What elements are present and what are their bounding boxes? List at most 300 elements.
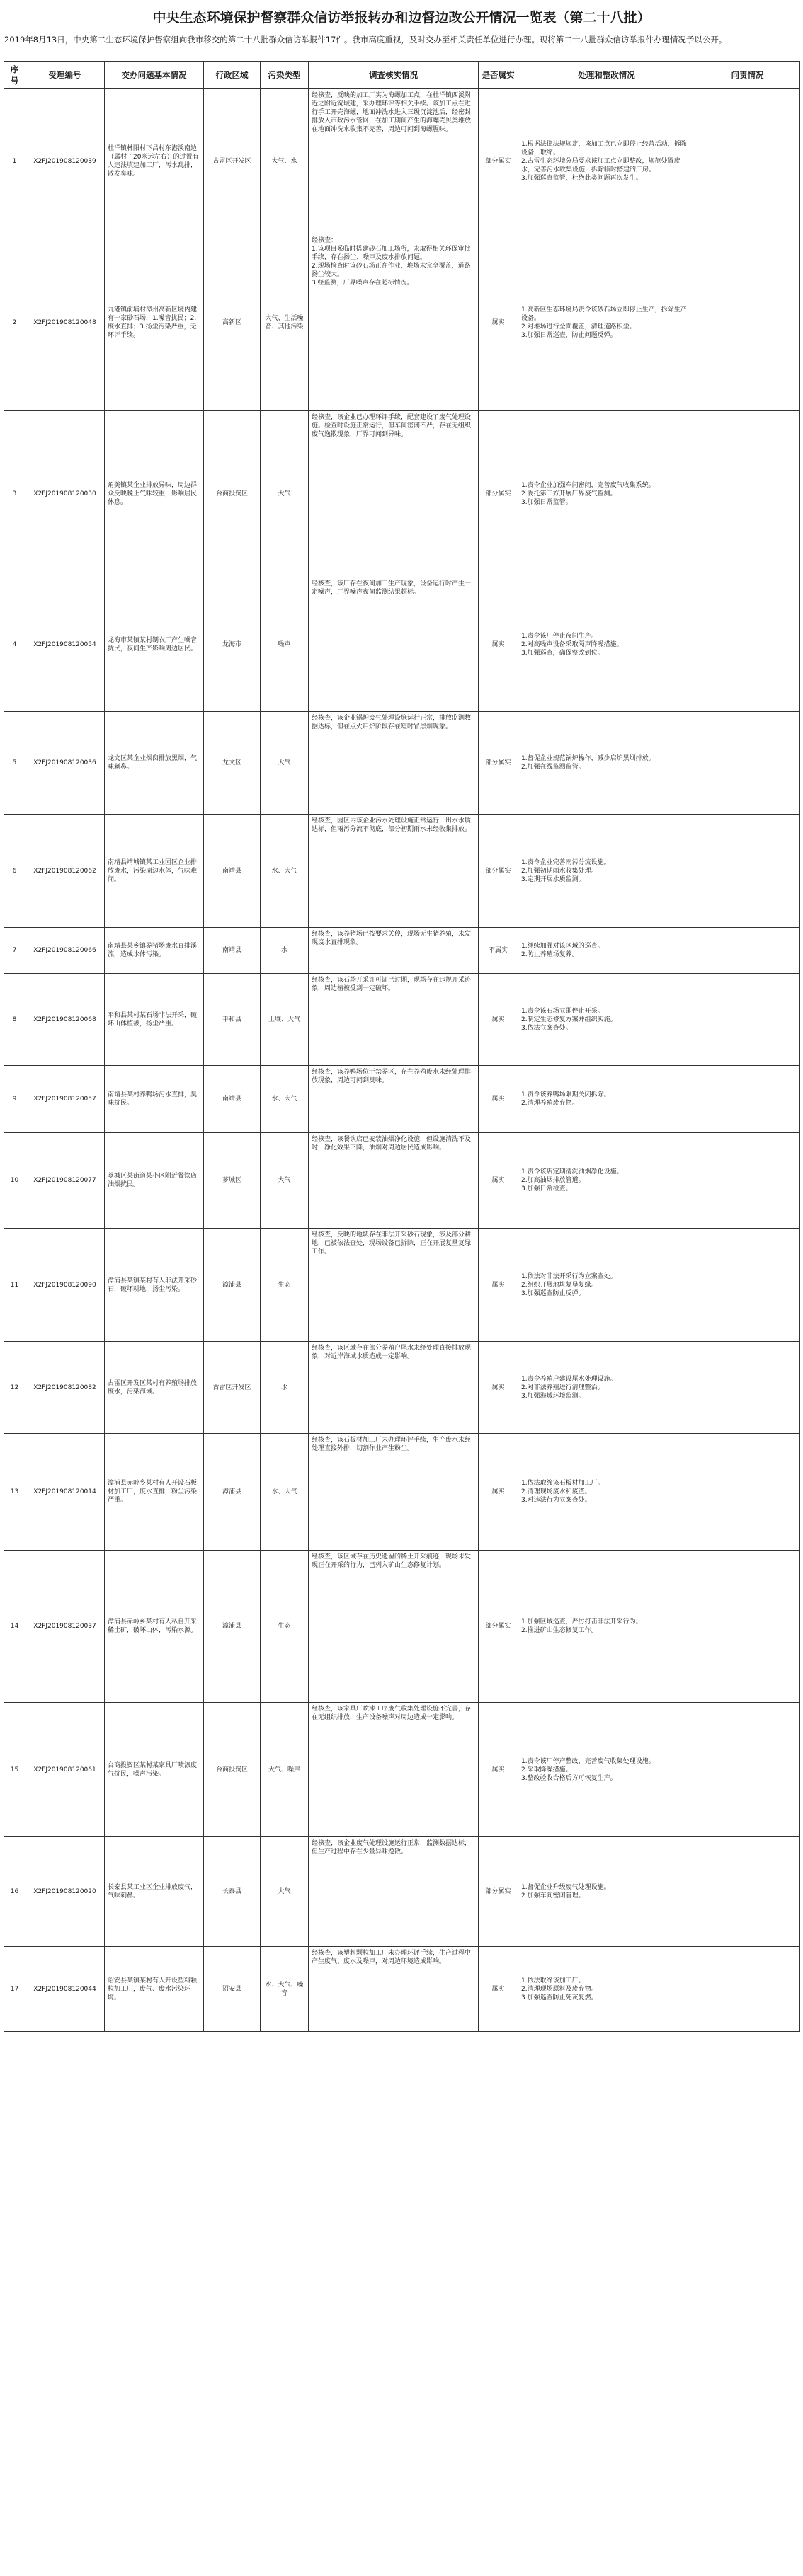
cell-region-text: 诏安县	[222, 1985, 241, 1993]
cell-no	[4, 1837, 25, 1947]
cell-handling-text: 1.责令该厂停产整改，完善废气收集处理设施。 2.采取降噪措施。 3.整改验收合格后方可恢复生产。	[521, 1757, 655, 1782]
cell-region-text: 龙文区	[222, 759, 241, 766]
cell-issue-text: 南靖县靖城镇某工业园区企业排放废水，污染周边水体，气味难闻。	[108, 858, 198, 883]
cell-verified-text: 部分属实	[485, 490, 511, 498]
cell-region-text: 漳浦县	[222, 1488, 241, 1495]
cell-no-text: 16	[10, 1888, 19, 1895]
cell-finding-text: 经核查： 1.该项目系临时搭建砂石加工场所，未取得相关环保审批手续，存在扬尘、噪声及废水排放问题。 2.现场检查时该砂石场正在作业，堆场未完全覆盖，道路扬尘较大。 3.经监测，厂界噪声存在超标情况。	[312, 237, 471, 287]
cell-type	[261, 974, 309, 1066]
col-header-id: 受理编号	[25, 62, 105, 89]
cell-region	[204, 1066, 261, 1133]
cell-region-text: 长泰县	[222, 1888, 241, 1895]
cell-verified-text: 属实	[491, 1488, 505, 1495]
cell-finding	[309, 1066, 479, 1133]
cell-id-text: X2FJ201908120068	[33, 1016, 96, 1023]
cell-no	[4, 234, 25, 411]
cell-finding-text: 经核查，该企业锅炉废气处理设施运行正常，排放监测数据达标，但在点火启炉阶段存在短时冒黑烟现象。	[312, 715, 472, 730]
cell-finding	[309, 1837, 479, 1947]
table-row	[4, 974, 800, 1066]
cell-finding-text: 经核查，该石场开采许可证已过期，现场存在违规开采迹象，周边植被受到一定破坏。	[312, 977, 472, 992]
cell-no-text: 1	[12, 158, 17, 165]
table-row	[4, 1703, 800, 1837]
cell-verified	[479, 234, 518, 411]
cell-accountability	[695, 1066, 800, 1133]
cell-finding	[309, 577, 479, 712]
cell-issue	[105, 1342, 204, 1434]
cell-finding	[309, 1947, 479, 2032]
cell-handling	[518, 1837, 695, 1947]
cell-accountability	[695, 1133, 800, 1229]
cell-no-text: 15	[10, 1766, 19, 1773]
cell-verified-text: 属实	[491, 1096, 505, 1103]
cell-issue	[105, 234, 204, 411]
table-row	[4, 712, 800, 815]
cell-id	[25, 815, 105, 928]
cell-issue-text: 杜洋镇林阳村下吕村东港溪南边（属村子20米远左右）的过置有人违法填建加工厂，污水乱排，散发臭味。	[108, 145, 199, 178]
cell-verified	[479, 1947, 518, 2032]
cell-verified	[479, 1703, 518, 1837]
cell-verified-text: 部分属实	[485, 759, 511, 766]
cell-finding	[309, 928, 479, 974]
cell-type	[261, 1434, 309, 1551]
cell-issue	[105, 1703, 204, 1837]
cell-type-text: 生态	[278, 1623, 291, 1630]
cell-handling	[518, 1133, 695, 1229]
table-row	[4, 89, 800, 234]
cell-issue	[105, 1133, 204, 1229]
cell-region-text: 南靖县	[222, 1096, 241, 1103]
cell-handling-text: 1.责令该养鸭场限期关闭拆除。 2.清理养殖废弃物。	[521, 1091, 610, 1107]
cell-no-text: 5	[12, 759, 17, 766]
cell-issue-text: 漳浦县赤岭乡某村有人开设石板材加工厂，废水直排，粉尘污染严重。	[108, 1480, 198, 1504]
table-row	[4, 928, 800, 974]
cell-handling	[518, 1551, 695, 1703]
cell-type	[261, 1342, 309, 1434]
cell-id-text: X2FJ201908120090	[33, 1281, 96, 1289]
cell-finding	[309, 1703, 479, 1837]
cell-no	[4, 1947, 25, 2032]
cell-region	[204, 1133, 261, 1229]
cell-no	[4, 815, 25, 928]
cell-type	[261, 577, 309, 712]
cell-finding-text: 经核查，该厂存在夜间加工生产现象，设备运行时产生一定噪声，厂界噪声夜间监测结果超标。	[312, 580, 472, 596]
cell-issue	[105, 974, 204, 1066]
cell-accountability	[695, 815, 800, 928]
cell-handling-text: 1.依法取缔该石板材加工厂。 2.清理现场废水和废渣。 3.对违法行为立案查处。	[521, 1480, 604, 1504]
cell-region-text: 台商投资区	[215, 1766, 248, 1773]
cell-type	[261, 1133, 309, 1229]
cell-issue-text: 诏安县某镇某村有人开设塑料颗粒加工厂，废气、废水污染环境。	[108, 1977, 198, 2001]
cell-region-text: 漳浦县	[222, 1623, 241, 1630]
cell-finding	[309, 712, 479, 815]
cell-issue	[105, 1837, 204, 1947]
cell-no-text: 6	[12, 867, 17, 875]
cell-no-text: 14	[10, 1623, 19, 1630]
cell-id-text: X2FJ201908120014	[33, 1488, 96, 1495]
cell-type-text: 大气、生活噪音、其他污染	[265, 314, 304, 330]
cell-type-text: 土壤、大气	[268, 1016, 300, 1023]
cell-issue-text: 古雷区开发区某村有养殖场排放废水，污染海域。	[108, 1379, 198, 1396]
cell-type-text: 水、大气	[271, 1488, 297, 1495]
cell-no	[4, 1551, 25, 1703]
cell-type-text: 大气、水	[271, 158, 297, 165]
col-header-no: 序号	[4, 62, 25, 89]
cell-finding	[309, 1133, 479, 1229]
cell-accountability	[695, 974, 800, 1066]
cell-id	[25, 1551, 105, 1703]
cell-finding-text: 经核查，该养鸭场位于禁养区，存在养殖废水未经处理排放现象，周边可闻到臭味。	[312, 1069, 472, 1084]
table-row	[4, 411, 800, 577]
cell-issue	[105, 712, 204, 815]
cell-issue-text: 漳浦县某镇某村有人非法开采砂石，破坏耕地，扬尘污染。	[108, 1277, 198, 1293]
cell-region-text: 漳浦县	[222, 1281, 241, 1289]
cell-no	[4, 928, 25, 974]
cell-no	[4, 1066, 25, 1133]
cell-no	[4, 1133, 25, 1229]
cell-issue	[105, 1551, 204, 1703]
cell-region	[204, 234, 261, 411]
cell-finding-text: 经核查，该餐饮店已安装油烟净化设施，但设施清洗不及时，净化效果下降，油烟对周边居民造成影响。	[312, 1136, 472, 1151]
cell-verified-text: 属实	[491, 1016, 505, 1023]
cell-issue-text: 平和县某村某石场非法开采，破坏山体植被，扬尘严重。	[108, 1011, 198, 1028]
cell-handling	[518, 411, 695, 577]
col-header-verified: 是否属实	[479, 62, 518, 89]
cell-id	[25, 1434, 105, 1551]
cell-id	[25, 411, 105, 577]
cell-type	[261, 1703, 309, 1837]
cell-handling	[518, 577, 695, 712]
cell-type	[261, 712, 309, 815]
cell-finding-text: 经核查，反映的地块存在非法开采砂石现象，涉及部分耕地，已被依法查处，现场设备已拆除，正在开展复垦复绿工作。	[312, 1231, 472, 1255]
cell-region	[204, 815, 261, 928]
cell-type-text: 大气、噪声	[268, 1766, 300, 1773]
cell-region	[204, 89, 261, 234]
cell-verified-text: 部分属实	[485, 158, 511, 165]
cell-id	[25, 1703, 105, 1837]
cell-finding-text: 经核查，该企业已办理环评手续，配套建设了废气处理设施。检查时设施正常运行，但车间密闭不严，存在无组织废气逸散现象，厂界可闻到异味。	[312, 414, 472, 438]
cell-verified-text: 属实	[491, 1281, 505, 1289]
cell-type-text: 水	[280, 947, 287, 954]
cell-issue-text: 南靖县某乡镇养猪场废水直排溪流，造成水体污染。	[108, 943, 198, 958]
cell-handling-text: 1.高新区生态环境局责令该砂石场立即停止生产，拆除生产设备。 2.对堆场进行全面覆盖，清理道路积尘。 3.加强日常巡查，防止问题反弹。	[521, 306, 687, 339]
cell-id-text: X2FJ201908120044	[33, 1985, 96, 1993]
cell-verified-text: 属实	[491, 1177, 505, 1184]
cell-region-text: 台商投资区	[215, 490, 248, 498]
cell-finding	[309, 411, 479, 577]
cell-verified	[479, 815, 518, 928]
cell-no-text: 13	[10, 1488, 19, 1495]
cell-verified-text: 属实	[491, 1985, 505, 1993]
cell-region	[204, 1434, 261, 1551]
cell-accountability	[695, 1434, 800, 1551]
cell-type-text: 大气	[278, 490, 291, 498]
table-row	[4, 1229, 800, 1342]
cell-verified	[479, 577, 518, 712]
table-header-row	[4, 62, 800, 89]
report-table	[4, 61, 800, 2032]
cell-verified-text: 部分属实	[485, 1888, 511, 1895]
cell-issue-text: 龙海市某镇某村制衣厂产生噪音扰民，夜间生产影响周边居民。	[108, 636, 198, 652]
cell-type-text: 水、大气	[271, 1096, 297, 1103]
cell-handling	[518, 1066, 695, 1133]
cell-issue-text: 角美镇某企业排放异味，周边群众反映晚上气味较重，影响居民休息。	[108, 482, 198, 506]
table-row	[4, 1947, 800, 2032]
cell-finding	[309, 815, 479, 928]
cell-verified	[479, 974, 518, 1066]
cell-handling	[518, 1229, 695, 1342]
cell-issue	[105, 1947, 204, 2032]
cell-type	[261, 928, 309, 974]
cell-verified-text: 属实	[491, 640, 505, 648]
cell-issue	[105, 1066, 204, 1133]
cell-issue-text: 长泰县某工业区企业排放废气，气味刺鼻。	[108, 1884, 198, 1899]
table-row	[4, 1133, 800, 1229]
cell-verified-text: 不属实	[488, 947, 508, 954]
cell-id	[25, 1947, 105, 2032]
cell-verified-text: 属实	[491, 1766, 505, 1773]
cell-no-text: 11	[10, 1281, 19, 1289]
cell-verified	[479, 1229, 518, 1342]
cell-handling	[518, 1947, 695, 2032]
cell-accountability	[695, 577, 800, 712]
cell-type-text: 大气	[278, 1177, 291, 1184]
cell-id	[25, 234, 105, 411]
cell-id	[25, 712, 105, 815]
cell-finding-text: 经核查，反映的加工厂实为海螺加工点，在杜洋镇西溪附近之附近宽域建，采办理环评等相关手续。该加工点在进行手工开壳海螺，地面冲洗水进入三级沉淀池后，经密封排放入市政污水管网，在加工期间产生的海螺壳贝类堆放在地面冲洗水收集不完善，周边可闻到海螺腥味。	[312, 92, 472, 133]
cell-region-text: 南靖县	[222, 867, 241, 875]
col-header-region: 行政区域	[204, 62, 261, 89]
cell-type	[261, 1229, 309, 1342]
cell-verified-text: 部分属实	[485, 1623, 511, 1630]
cell-no	[4, 1434, 25, 1551]
cell-no	[4, 1342, 25, 1434]
cell-finding	[309, 974, 479, 1066]
cell-issue-text: 龙文区某企业烟囱排放黑烟，气味刺鼻。	[108, 755, 198, 771]
cell-id-text: X2FJ201908120077	[33, 1177, 96, 1184]
cell-no-text: 17	[10, 1985, 19, 1993]
cell-finding-text: 经核查，该区域存在历史遗留的稀土开采痕迹，现场未发现正在开采的行为，已列入矿山生态修复计划。	[312, 1553, 472, 1569]
cell-region-text: 古雷区开发区	[212, 1384, 251, 1391]
cell-accountability	[695, 1837, 800, 1947]
cell-id	[25, 928, 105, 974]
cell-issue-text: 漳浦县赤岭乡某村有人私自开采稀土矿，破坏山体，污染水源。	[108, 1618, 198, 1634]
cell-handling-text: 1.督促企业规范锅炉操作，减少启炉黑烟排放。 2.加强在线监测监管。	[521, 755, 655, 771]
cell-finding	[309, 234, 479, 411]
cell-finding-text: 经核查，该养猪场已按要求关停，现场无生猪养殖，未发现废水直排现象。	[312, 931, 472, 946]
cell-no-text: 2	[12, 318, 17, 326]
cell-no	[4, 411, 25, 577]
table-row	[4, 1066, 800, 1133]
cell-id-text: X2FJ201908120030	[33, 490, 96, 498]
cell-finding	[309, 1229, 479, 1342]
col-header-type: 污染类型	[261, 62, 309, 89]
cell-region	[204, 928, 261, 974]
cell-accountability	[695, 234, 800, 411]
cell-handling-text: 1.责令该石场立即停止开采。 2.制定生态修复方案并组织实施。 3.依法立案查处。	[521, 1007, 617, 1032]
cell-accountability	[695, 712, 800, 815]
cell-region	[204, 712, 261, 815]
cell-no	[4, 577, 25, 712]
cell-no	[4, 974, 25, 1066]
cell-issue-text: 台商投资区某村某家具厂喷漆废气扰民，噪声污染。	[108, 1761, 198, 1778]
cell-id-text: X2FJ201908120036	[33, 759, 96, 766]
cell-region-text: 芗城区	[222, 1177, 241, 1184]
cell-handling-text: 1.加强区域巡查，严厉打击非法开采行为。 2.推进矿山生态修复工作。	[521, 1618, 642, 1634]
cell-id	[25, 1066, 105, 1133]
cell-region	[204, 1342, 261, 1434]
cell-verified	[479, 411, 518, 577]
col-header-accountability: 问责情况	[695, 62, 800, 89]
cell-verified	[479, 1434, 518, 1551]
cell-type	[261, 1947, 309, 2032]
cell-accountability	[695, 89, 800, 234]
cell-issue-text: 芗城区某街道某小区附近餐饮店油烟扰民。	[108, 1173, 198, 1188]
cell-verified-text: 部分属实	[485, 867, 511, 875]
table-row	[4, 815, 800, 928]
cell-handling-text: 1.责令企业完善雨污分流设施。 2.加强初期雨水收集处理。 3.定期开展水质监测。	[521, 858, 610, 883]
cell-type	[261, 89, 309, 234]
cell-finding-text: 经核查，该塑料颗粒加工厂未办理环评手续，生产过程中产生废气、废水及噪声，对周边环境造成影响。	[312, 1950, 472, 1965]
col-header-issue: 交办问题基本情况	[105, 62, 204, 89]
cell-id	[25, 89, 105, 234]
cell-finding-text: 经核查，该区域存在部分养殖户尾水未经处理直接排放现象，对近岸海域水质造成一定影响。	[312, 1345, 472, 1360]
cell-handling	[518, 234, 695, 411]
cell-issue	[105, 1434, 204, 1551]
page-title: 中央生态环境保护督察群众信访举报转办和边督边改公开情况一览表（第二十八批）	[152, 10, 651, 25]
cell-region	[204, 1703, 261, 1837]
cell-id-text: X2FJ201908120062	[33, 867, 96, 875]
cell-type	[261, 1066, 309, 1133]
cell-id	[25, 1342, 105, 1434]
cell-issue	[105, 1229, 204, 1342]
cell-verified	[479, 712, 518, 815]
cell-verified	[479, 1837, 518, 1947]
cell-id-text: X2FJ201908120082	[33, 1384, 96, 1391]
cell-id-text: X2FJ201908120039	[33, 158, 96, 165]
cell-region	[204, 974, 261, 1066]
cell-finding-text: 经核查，该石板材加工厂未办理环评手续，生产废水未经处理直接外排，切割作业产生粉尘。	[312, 1437, 472, 1452]
cell-handling	[518, 89, 695, 234]
table-row	[4, 1551, 800, 1703]
cell-handling	[518, 1434, 695, 1551]
cell-id-text: X2FJ201908120061	[33, 1766, 96, 1773]
cell-region-text: 古雷区开发区	[212, 158, 251, 165]
cell-id-text: X2FJ201908120048	[33, 318, 96, 326]
cell-type	[261, 1837, 309, 1947]
cell-no-text: 3	[12, 490, 17, 498]
cell-finding-text: 经核查，园区内该企业污水处理设施正常运行，出水水质达标，但雨污分流不彻底，部分初期雨水未经收集排放。	[312, 817, 472, 833]
cell-verified-text: 属实	[491, 1384, 505, 1391]
cell-type	[261, 411, 309, 577]
cell-region-text: 平和县	[222, 1016, 241, 1023]
cell-id-text: X2FJ201908120054	[33, 640, 96, 648]
cell-handling-text: 1.依法取缔该加工厂。 2.清理现场原料及废弃物。 3.加强巡查防止死灰复燃。	[521, 1977, 598, 2001]
cell-id-text: X2FJ201908120066	[33, 947, 96, 954]
cell-type	[261, 1551, 309, 1703]
cell-type-text: 水	[280, 1384, 287, 1391]
table-row	[4, 1837, 800, 1947]
col-header-handling: 处理和整改情况	[518, 62, 695, 89]
table-row	[4, 234, 800, 411]
cell-verified	[479, 1551, 518, 1703]
cell-finding-text: 经核查，该企业废气处理设施运行正常，监测数据达标，但生产过程中存在少量异味逸散。	[312, 1840, 472, 1856]
cell-issue-text: 九港镇前埔村漳州高新区境内建有一家砂石场，1.噪音扰民；2.废水直排；3.扬尘污染严重，无环评手续。	[108, 306, 198, 339]
cell-issue	[105, 411, 204, 577]
cell-verified	[479, 1133, 518, 1229]
cell-id	[25, 1837, 105, 1947]
cell-no	[4, 712, 25, 815]
cell-no	[4, 1229, 25, 1342]
cell-region	[204, 577, 261, 712]
cell-handling-text: 1.继续加强对该区域的巡查。 2.防止养殖场复养。	[521, 943, 604, 958]
cell-region	[204, 1947, 261, 2032]
intro-paragraph: 2019年8月13日，中央第二生态环境保护督察组向我市移交的第二十八批群众信访举报件17件。我市高度重视，及时交办至相关责任单位进行办理。现将第二十八批群众信访举报件办理情况予以公开。	[4, 35, 727, 45]
cell-id	[25, 1229, 105, 1342]
cell-type-text: 大气	[278, 1888, 291, 1895]
cell-no-text: 12	[10, 1384, 19, 1391]
cell-finding	[309, 1551, 479, 1703]
cell-handling-text: 1.督促企业升级废气处理设施。 2.加强车间密闭管理。	[521, 1884, 610, 1899]
cell-handling-text: 1.责令养殖户建设尾水处理设施。 2.对非法养殖进行清理整治。 3.加强海域环境监测。	[521, 1375, 617, 1400]
cell-accountability	[695, 1947, 800, 2032]
cell-issue	[105, 928, 204, 974]
cell-type-text: 大气	[278, 759, 291, 766]
cell-region-text: 南靖县	[222, 947, 241, 954]
cell-verified	[479, 1066, 518, 1133]
cell-handling-text: 1.责令企业加强车间密闭，完善废气收集系统。 2.委托第三方开展厂界废气监测。 3.加强日常监管。	[521, 482, 655, 506]
cell-handling	[518, 974, 695, 1066]
cell-id-text: X2FJ201908120057	[33, 1096, 96, 1103]
cell-accountability	[695, 1703, 800, 1837]
cell-handling	[518, 712, 695, 815]
cell-accountability	[695, 928, 800, 974]
cell-finding	[309, 1342, 479, 1434]
cell-handling	[518, 1703, 695, 1837]
cell-id	[25, 1133, 105, 1229]
cell-region-text: 龙海市	[222, 640, 241, 648]
cell-handling	[518, 815, 695, 928]
table-row	[4, 1342, 800, 1434]
cell-finding-text: 经核查，该家具厂喷漆工序废气收集处理设施不完善，存在无组织排放，生产设备噪声对周边造成一定影响。	[312, 1706, 472, 1721]
col-header-finding: 调查核实情况	[309, 62, 479, 89]
cell-region	[204, 1837, 261, 1947]
cell-no-text: 8	[12, 1016, 17, 1023]
cell-handling	[518, 928, 695, 974]
cell-verified-text: 属实	[491, 318, 505, 326]
cell-no-text: 7	[12, 947, 17, 954]
cell-no-text: 10	[10, 1177, 19, 1184]
table-row	[4, 577, 800, 712]
cell-handling-text: 1.依法对非法开采行为立案查处。 2.组织开展地块复垦复绿。 3.加强巡查防止反弹。	[521, 1272, 617, 1297]
cell-type-text: 噪声	[278, 640, 291, 648]
cell-region	[204, 1229, 261, 1342]
cell-type-text: 水、大气、噪音	[265, 1981, 304, 1997]
cell-id-text: X2FJ201908120037	[33, 1623, 96, 1630]
cell-finding	[309, 1434, 479, 1551]
cell-region	[204, 1551, 261, 1703]
cell-handling-text: 1.责令该店定期清洗油烟净化设施。 2.加高油烟排放管道。 3.加强日常检查。	[521, 1168, 623, 1192]
cell-issue	[105, 577, 204, 712]
cell-handling	[518, 1342, 695, 1434]
cell-issue	[105, 89, 204, 234]
cell-type-text: 生态	[278, 1281, 291, 1289]
cell-region	[204, 411, 261, 577]
cell-id	[25, 974, 105, 1066]
cell-handling-text: 1.责令该厂停止夜间生产。 2.对高噪声设备采取隔声降噪措施。 3.加强巡查，确保整改到位。	[521, 632, 623, 657]
cell-accountability	[695, 1229, 800, 1342]
cell-finding	[309, 89, 479, 234]
cell-verified	[479, 928, 518, 974]
